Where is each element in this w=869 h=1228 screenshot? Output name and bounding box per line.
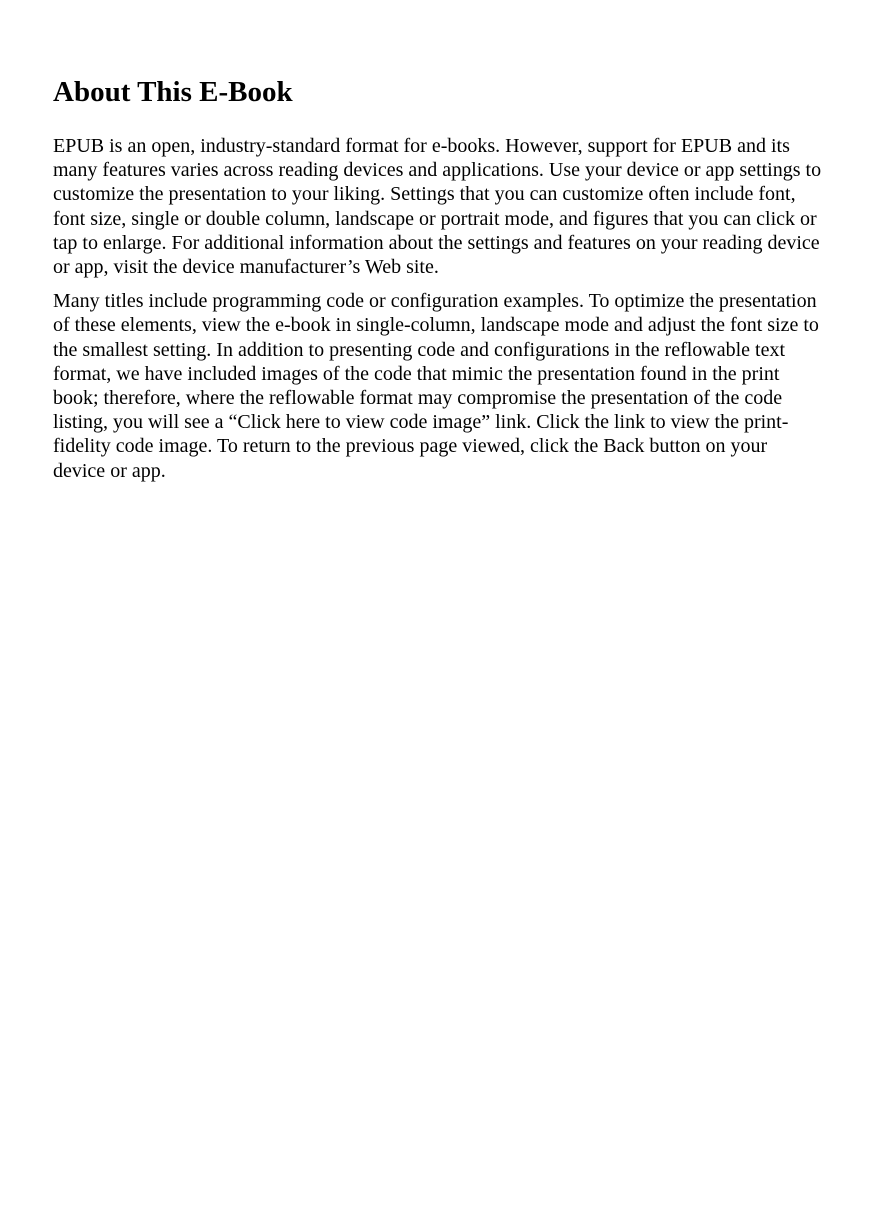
document-page bbox=[53, 74, 823, 493]
paragraph-epub-info: EPUB is an open, industry-standard format for e-books. However, support for EPUB and its many features varies across reading devices and applications. Use your device or app settings to customize the presentation to your liking. Settings that you can customize often include font, font size, single or double column, landscape or portrait mode, and figures that you can click or tap to enlarge. For additional information about the settings and features on your reading device or app, visit the device manufacturer’s Web site. bbox=[53, 135, 822, 279]
paragraph-code-info: Many titles include programming code or configuration examples. To optimize the presentation of these elements, view the e-book in single-column, landscape mode and adjust the font size to the smallest setting. In addition to presenting code and configurations in the reflowable text format, we have included images of the code that mimic the presentation found in the print book; therefore, where the reflowable format may compromise the presentation of the code listing, you will see a “Click here to view code image” link. Click the link to view the print-fidelity code image. To return to the previous page viewed, click the Back button on your device or app. bbox=[53, 290, 819, 482]
page-title: About This E-Book bbox=[53, 76, 293, 108]
